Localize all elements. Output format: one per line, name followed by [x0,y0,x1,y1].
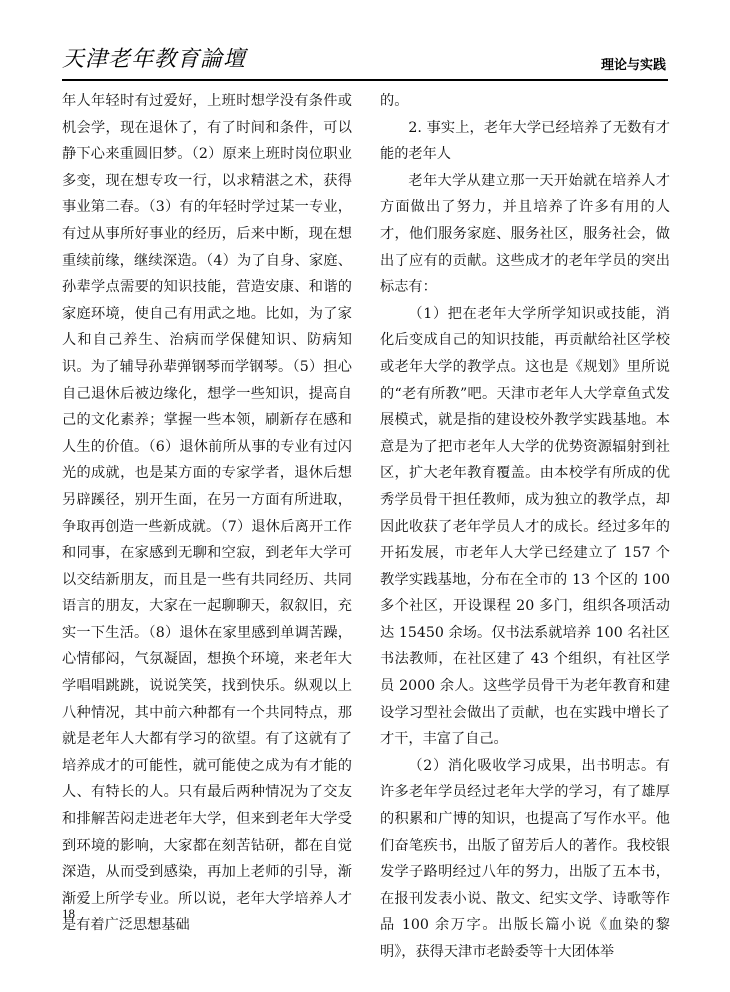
header-rule [62,79,668,81]
left-column [62,88,352,939]
page-header [0,0,730,80]
section-heading: 2. 事实上，老年大学已经培养了无数有才能的老年人 [380,119,670,163]
right-column [380,88,670,966]
intro-paragraph: 老年大学从建立那一天开始就在培养人才方面做出了努力，并且培养了许多有用的人才，他们服务家庭、服务社区，服务社会，做出了应有的贡献。这些成才的老年学员的突出标志有： [380,172,670,296]
point-1-paragraph: （1）把在老年大学所学知识或技能，消化后变成自己的知识技能，再贡献给社区学校或老年大学的教学点。这也是《规划》里所说的“老有所教”吧。天津市老年人大学章鱼式发展模式，就是指的建设校外教学实践基地。本意是为了把市老年人大学的优势资源辐射到社区，扩大老年教育覆盖。由本校学有所成的优秀学员骨干担任教师，成为独立的教学点，却因此收获了老年学员人才的成长。经过多年的开拓发展，市老年人大学已经建立了 157 个教学实践基地，分布在全市的 13 个区的 100 多个社区，开设课程 20 多门，组织各项活动达 15450 余场。仅书法系就培养 100 名社区书法教师，在社区建了 43 个组织，有社区学员 2000 余人。这些学员骨干为老年教育和建设学习型社会做出了贡献，也在实践中增长了才干，丰富了自己。 [380,305,670,748]
journal-logo: 天津老年教育論壇 [62,47,247,72]
body-paragraph: 年人年轻时有过爱好，上班时想学没有条件或机会学，现在退休了，有了时间和条件，可以静下心来重圆旧梦。（2）原来上班时岗位职业多变，现在想专攻一行，以求精湛之术，获得事业第二春。（3）有的年轻时学过某一专业，有过从事所好事业的经历，后来中断，现在想重续前缘，继续深造。（4）为了自身、家庭、孙辈学点需要的知识技能，营造安康、和谐的家庭环境，使自己有用武之地。比如，为了家人和自己养生、治病而学保健知识、防病知识。为了辅导孙辈弹钢琴而学钢琴。（5）担心自己退休后被边缘化，想学一些知识，提高自己的文化素养；掌握一些本领，刷新存在感和人生的价值。（6）退休前所从事的专业有过闪光的成就，也是某方面的专家学者，退休后想另辟蹊径，别开生面，在另一方面有所进取，争取再创造一些新成就。（7）退休后离开工作和同事，在家感到无聊和空寂，到老年大学可以交结新朋友，而且是一些有共同经历、共同语言的朋友，大家在一起聊聊天，叙叙旧，充实一下生活。（8）退休在家里感到单调苦躁，心情郁闷，气氛凝固，想换个环境，来老年大学唱唱跳跳，说说笑笑，找到快乐。纵观以上八种情况，其中前六种都有一个共同特点，那就是老年人大都有学习的欲望。有了这就有了培养成才的可能性，就可能使之成为有才能的人、有特长的人。只有最后两种情况为了交友和排解苦闷走进老年大学，但来到老年大学受到环境的影响，大家都在刻苦钻研，都在自觉深造，从而受到感染，再加上老师的引导，渐渐爱上所学专业。所以说，老年大学培养人才是有着广泛思想基础 [62,93,352,934]
section-label: 理论与实践 [600,58,666,73]
point-2-paragraph: （2）消化吸收学习成果，出书明志。有许多老年学员经过老年大学的学习，有了雄厚的积累和广博的知识，也提高了写作水平。他们奋笔疾书，出版了留芳后人的著作。我校银发学子路明经过八年的努力，出版了五本书，在报刊发表小说、散文、纪实文学、诗歌等作品 100 余万字。出版长篇小说《血染的黎明》，获得天津市老龄委等十大团体举 [380,757,670,960]
continuation-text: 的。 [380,93,409,109]
page-number: 18 [62,906,75,921]
